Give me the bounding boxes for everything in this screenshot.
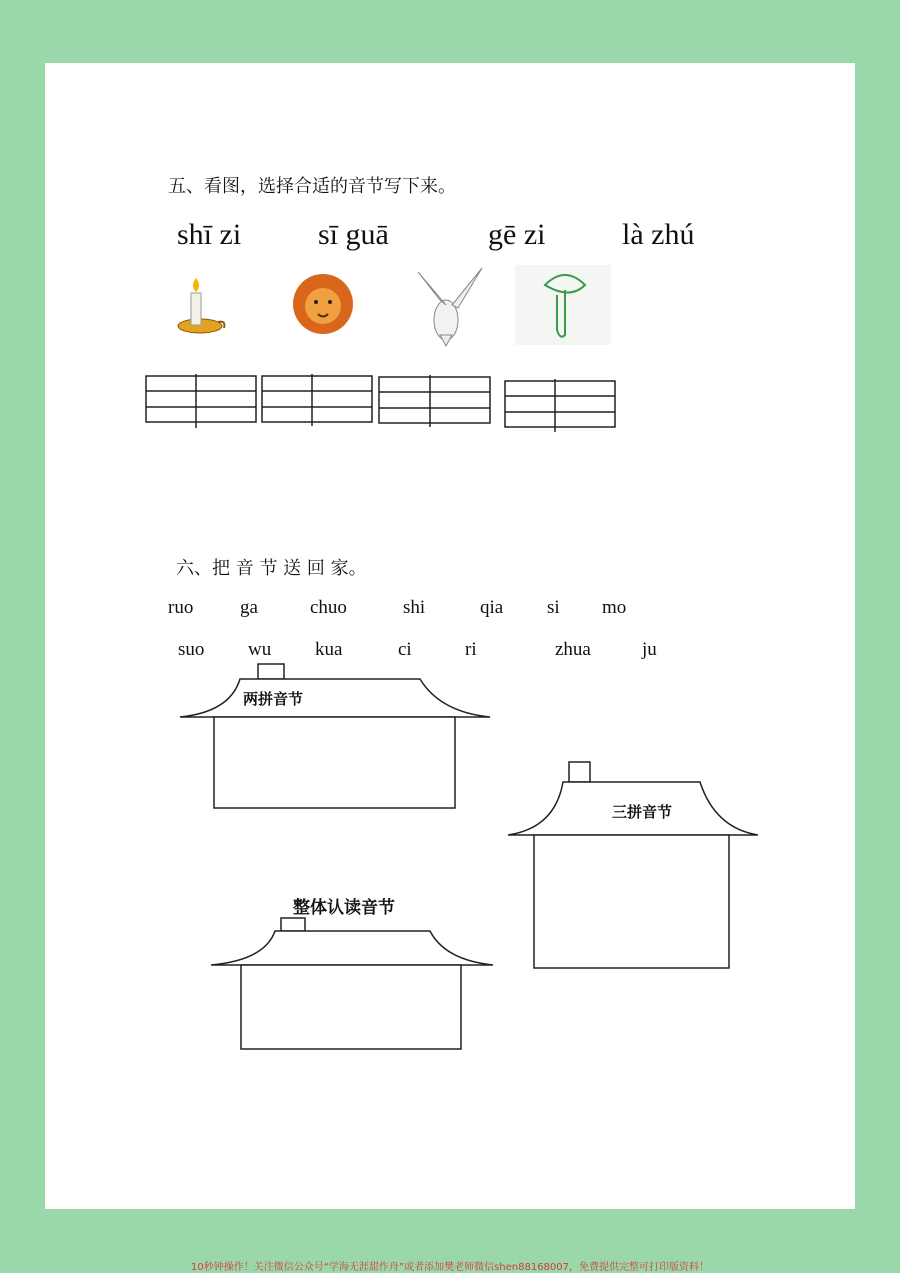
syllable: ju	[642, 639, 657, 660]
syllable: ri	[465, 639, 477, 660]
syllable: ci	[398, 639, 412, 660]
section5-title: 五、看图，选择合适的音节写下来。	[168, 176, 456, 197]
syllable: si	[547, 597, 560, 618]
syllable: shi	[403, 597, 426, 618]
house-two-part[interactable]	[180, 664, 490, 808]
syllable: qia	[480, 597, 504, 618]
syllable: kua	[315, 639, 343, 660]
house-label: 三拼音节	[612, 803, 673, 821]
syllable: ruo	[168, 597, 194, 618]
footer-notice: 10秒钟操作！关注微信公众号“学海无涯甜作舟”或者添加樊老师微信shen88168007，免费提供完整可打印版资料！	[190, 1262, 710, 1273]
lion-icon	[293, 274, 353, 334]
loofah-icon	[515, 265, 611, 345]
syllable: ga	[240, 597, 258, 618]
syllable: shī zi	[177, 218, 242, 251]
house-whole[interactable]	[211, 918, 493, 1049]
syllable: là zhú	[622, 218, 695, 251]
syllable: suo	[178, 639, 205, 660]
house-label: 整体认读音节	[293, 898, 395, 918]
syllable: wu	[248, 639, 272, 660]
syllable: gē zi	[488, 218, 546, 251]
house-three-part[interactable]	[508, 762, 758, 968]
syllable: chuo	[310, 597, 347, 618]
syllable: sī guā	[318, 218, 389, 251]
section6-title: 六、把 音 节 送 回 家。	[176, 558, 367, 579]
house-label: 两拼音节	[243, 690, 304, 708]
candle-icon	[178, 278, 224, 333]
syllable: zhua	[555, 639, 591, 660]
dove-icon	[418, 268, 482, 346]
writing-grids[interactable]	[146, 374, 615, 432]
syllable: mo	[602, 597, 627, 618]
